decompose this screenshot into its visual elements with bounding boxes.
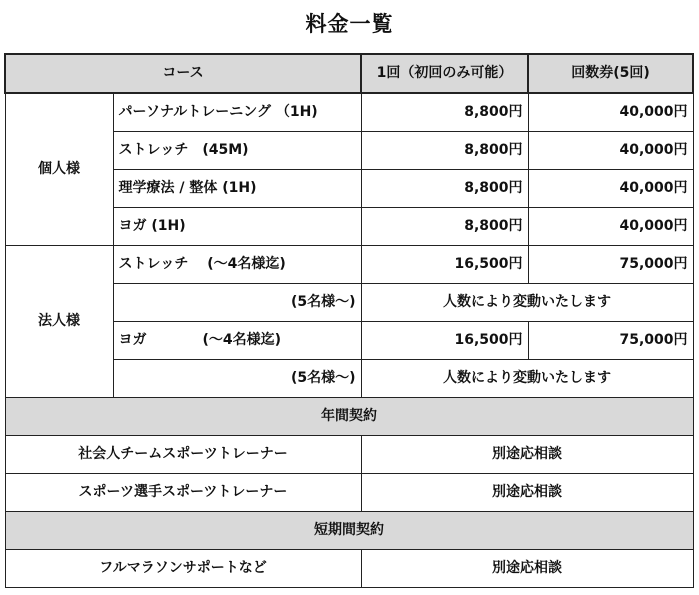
price-ticket: 40,000円 [528, 208, 693, 246]
price-single: 8,800円 [361, 93, 528, 132]
course-name: 社会人チームスポーツトレーナー [5, 436, 361, 474]
price-single: 8,800円 [361, 170, 528, 208]
table-row [5, 474, 693, 512]
course-name: ストレッチ (45M) [113, 132, 361, 170]
price-single: 16,500円 [361, 246, 528, 284]
table-row [5, 550, 693, 588]
course-name: ヨガ (～4名様迄) [113, 322, 361, 360]
price-consult: 別途応相談 [361, 474, 693, 512]
table-row [5, 93, 693, 132]
header-single: 1回（初回のみ可能） [361, 54, 528, 93]
group-individual: 個人様 [5, 93, 113, 246]
price-ticket: 75,000円 [528, 246, 693, 284]
price-ticket: 40,000円 [528, 132, 693, 170]
table-row [5, 436, 693, 474]
course-name: ストレッチ (～4名様迄) [113, 246, 361, 284]
course-name: 理学療法 / 整体 (1H) [113, 170, 361, 208]
section-heading-row [5, 398, 693, 436]
course-name: (5名様～) [113, 284, 361, 322]
course-name: フルマラソンサポートなど [5, 550, 361, 588]
table-row [5, 246, 693, 284]
price-single: 8,800円 [361, 132, 528, 170]
course-name: ヨガ (1H) [113, 208, 361, 246]
section-annual-heading: 年間契約 [5, 398, 693, 436]
course-name: (5名様～) [113, 360, 361, 398]
price-consult: 別途応相談 [361, 436, 693, 474]
page-title: 料金一覧 [305, 12, 394, 36]
price-single: 8,800円 [361, 208, 528, 246]
price-consult: 別途応相談 [361, 550, 693, 588]
table-header-row [5, 54, 693, 93]
price-note: 人数により変動いたします [361, 360, 693, 398]
group-corporate: 法人様 [5, 246, 113, 398]
section-heading-row [5, 512, 693, 550]
price-ticket: 40,000円 [528, 93, 693, 132]
header-ticket: 回数券(5回) [528, 54, 693, 93]
header-course: コース [5, 54, 361, 93]
section-short-term-heading: 短期間契約 [5, 512, 693, 550]
price-single: 16,500円 [361, 322, 528, 360]
course-name: スポーツ選手スポーツトレーナー [5, 474, 361, 512]
price-note: 人数により変動いたします [361, 284, 693, 322]
price-ticket: 40,000円 [528, 170, 693, 208]
course-name: パーソナルトレーニング （1H) [113, 93, 361, 132]
price-table [4, 53, 694, 588]
price-ticket: 75,000円 [528, 322, 693, 360]
